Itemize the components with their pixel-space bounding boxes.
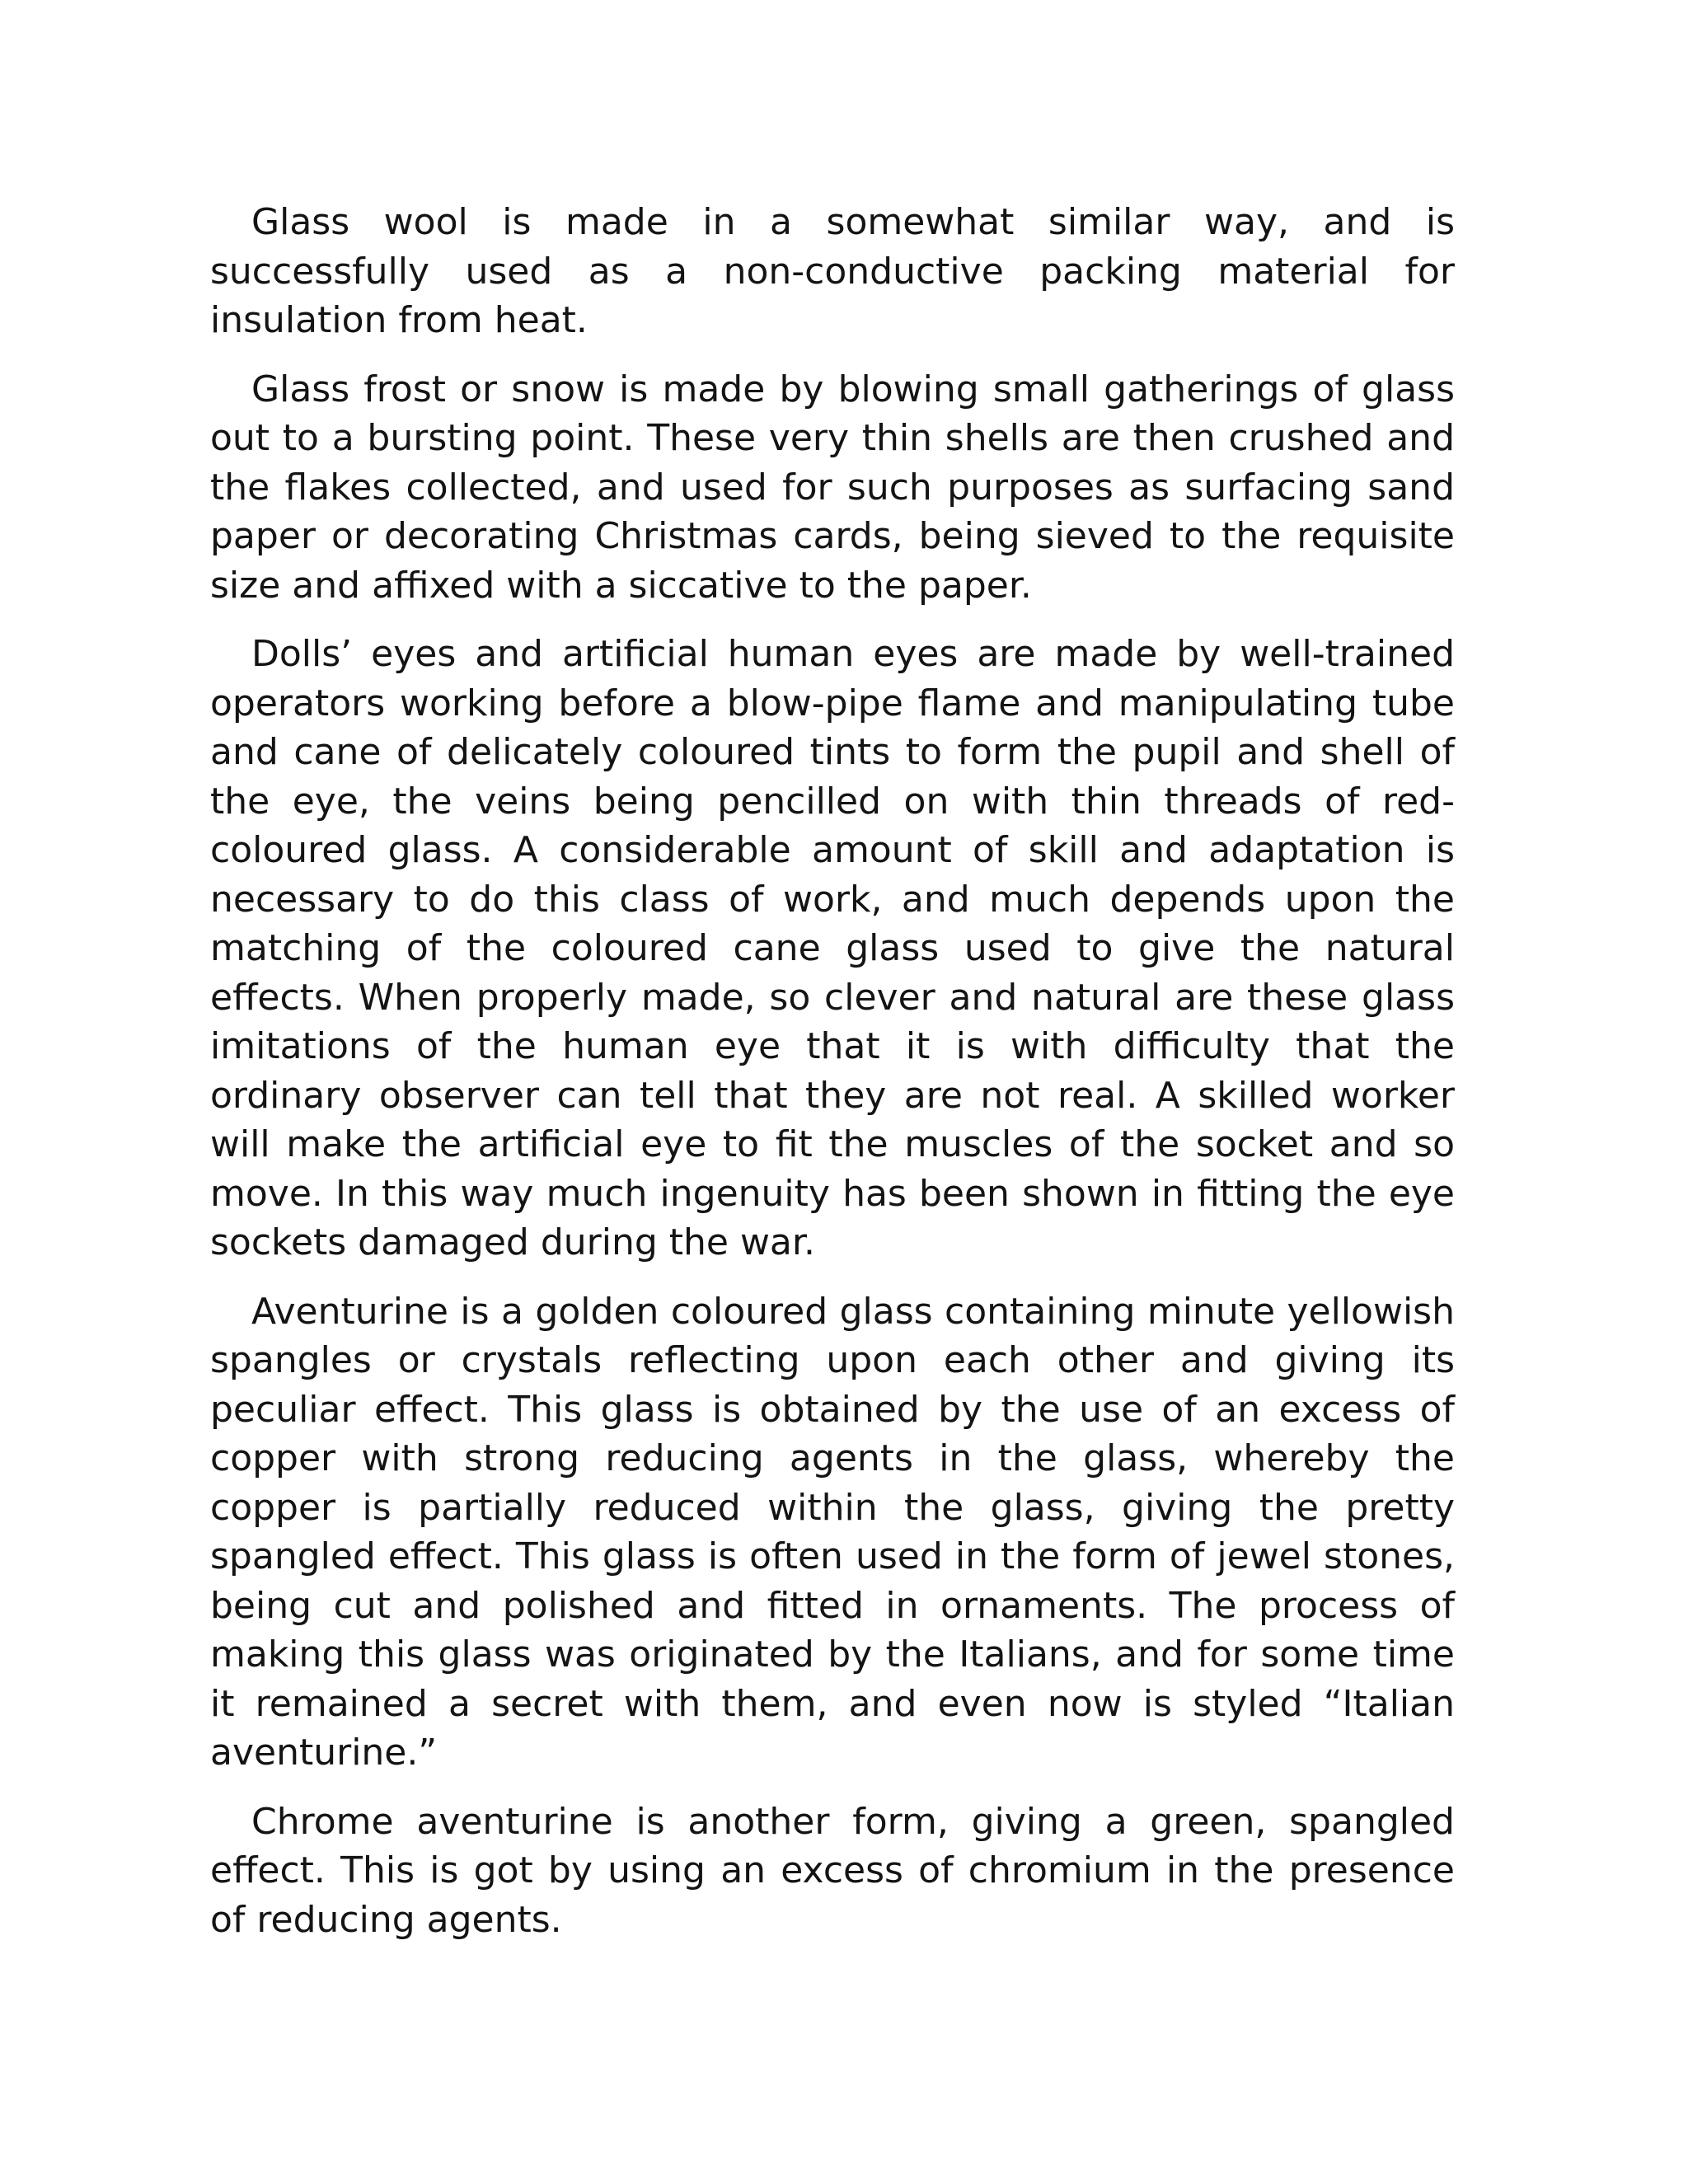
paragraph-chrome-aventurine: Chrome aventurine is another form, giving a green, spangled effect. This is got by using an excess of chromium in the presence of reducing agents. <box>210 1800 1455 1941</box>
paragraph-aventurine: Aventurine is a golden coloured glass containing minute yellowish spangles or crystals reflecting upon each other and giving its peculiar effect. This glass is obtained by the use of an excess of copper with strong reducing agents in the glass, whereby the copper is partially reduced within the glass, giving the pretty spangled effect. This glass is often used in the form of jewel stones, being cut and polished and fitted in ornaments. The process of making this glass was originated by the Italians, and for some time it remained a secret with them, and even now is styled “Italian aventurine.” <box>210 1290 1455 1774</box>
paragraph-artificial-eyes: Dolls’ eyes and artificial human eyes are made by well-trained operators working before a blow-pipe flame and manipulating tube and cane of delicately coloured tints to form the pupil and shell of the eye, the veins being pencilled on with thin threads of red-coloured glass. A considerable amount of skill and adaptation is necessary to do this class of work, and much depends upon the matching of the coloured cane glass used to give the natural effects. When properly made, so clever and natural are these glass imitations of the human eye that it is with difficulty that the ordinary observer can tell that they are not real. A skilled worker will make the artificial eye to fit the muscles of the socket and so move. In this way much ingenuity has been shown in fitting the eye sockets damaged during the war. <box>210 633 1455 1263</box>
paragraph-glass-wool: Glass wool is made in a somewhat similar way, and is successfully used as a non-conductive packing material for insulation from heat. <box>210 201 1455 341</box>
paragraph-glass-frost: Glass frost or snow is made by blowing small gatherings of glass out to a bursting point. These very thin shells are then crushed and the flakes collected, and used for such purposes as surfacing sand paper or decorating Christmas cards, being sieved to the requisite size and affixed with a siccative to the paper. <box>210 368 1455 607</box>
body-text <box>210 198 1455 1964</box>
